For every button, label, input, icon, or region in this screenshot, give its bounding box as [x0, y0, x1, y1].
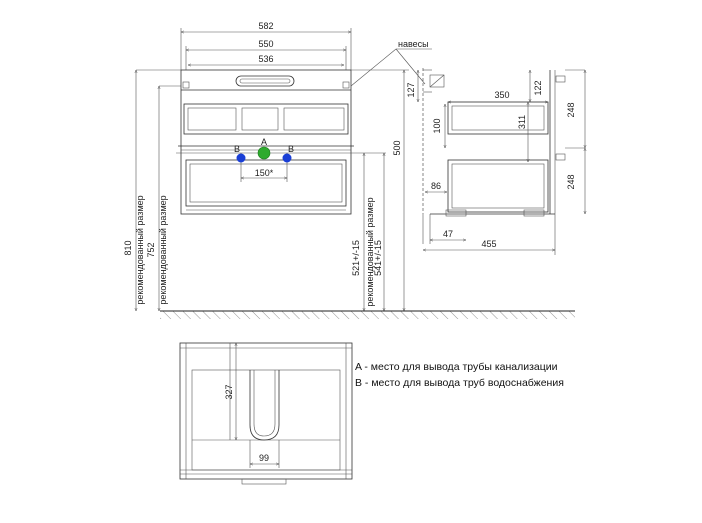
dim-248-bottom: 248 — [566, 174, 576, 190]
dim-752: 752 — [146, 242, 156, 258]
dim-541: 541+/-15 — [373, 240, 383, 276]
dim-122: 122 — [533, 80, 543, 96]
dim-127: 127 — [406, 82, 416, 98]
hinges-label: навесы — [398, 39, 429, 49]
dim-86: 86 — [430, 181, 442, 191]
dim-150: 150* — [254, 168, 274, 178]
point-a-marker — [258, 147, 270, 159]
point-b-left-marker — [237, 154, 246, 163]
point-a-label: A — [260, 137, 268, 147]
side-view — [406, 68, 585, 255]
legend-a: A - место для вывода трубы канализации — [355, 361, 558, 373]
front-view — [123, 21, 432, 311]
recommended-label-1: рекомендованный размер — [135, 195, 145, 305]
dim-47: 47 — [442, 229, 454, 239]
dim-455: 455 — [481, 239, 497, 249]
point-b-right-label: B — [288, 144, 295, 154]
dim-311: 311 — [517, 114, 527, 130]
dim-500: 500 — [392, 140, 402, 156]
dim-248-top: 248 — [566, 102, 576, 118]
dim-100: 100 — [432, 118, 442, 134]
dim-582: 582 — [258, 21, 274, 31]
recommended-label-2: рекомендованный размер — [158, 195, 168, 305]
legend-b: B - место для вывода труб водоснабжения — [355, 377, 564, 389]
point-b-left-label: B — [233, 144, 240, 154]
recommended-label-3: рекомендованный размер — [365, 197, 375, 307]
dim-327: 327 — [224, 384, 234, 400]
dim-521: 521+/-15 — [351, 240, 361, 276]
point-b-right-marker — [283, 154, 292, 163]
floor — [160, 311, 575, 319]
dim-550: 550 — [258, 39, 274, 49]
dim-350: 350 — [494, 90, 510, 100]
dim-99: 99 — [258, 453, 270, 463]
dim-810: 810 — [123, 240, 133, 256]
legend — [355, 361, 564, 389]
plan-view — [180, 343, 352, 484]
dim-536: 536 — [258, 54, 274, 64]
